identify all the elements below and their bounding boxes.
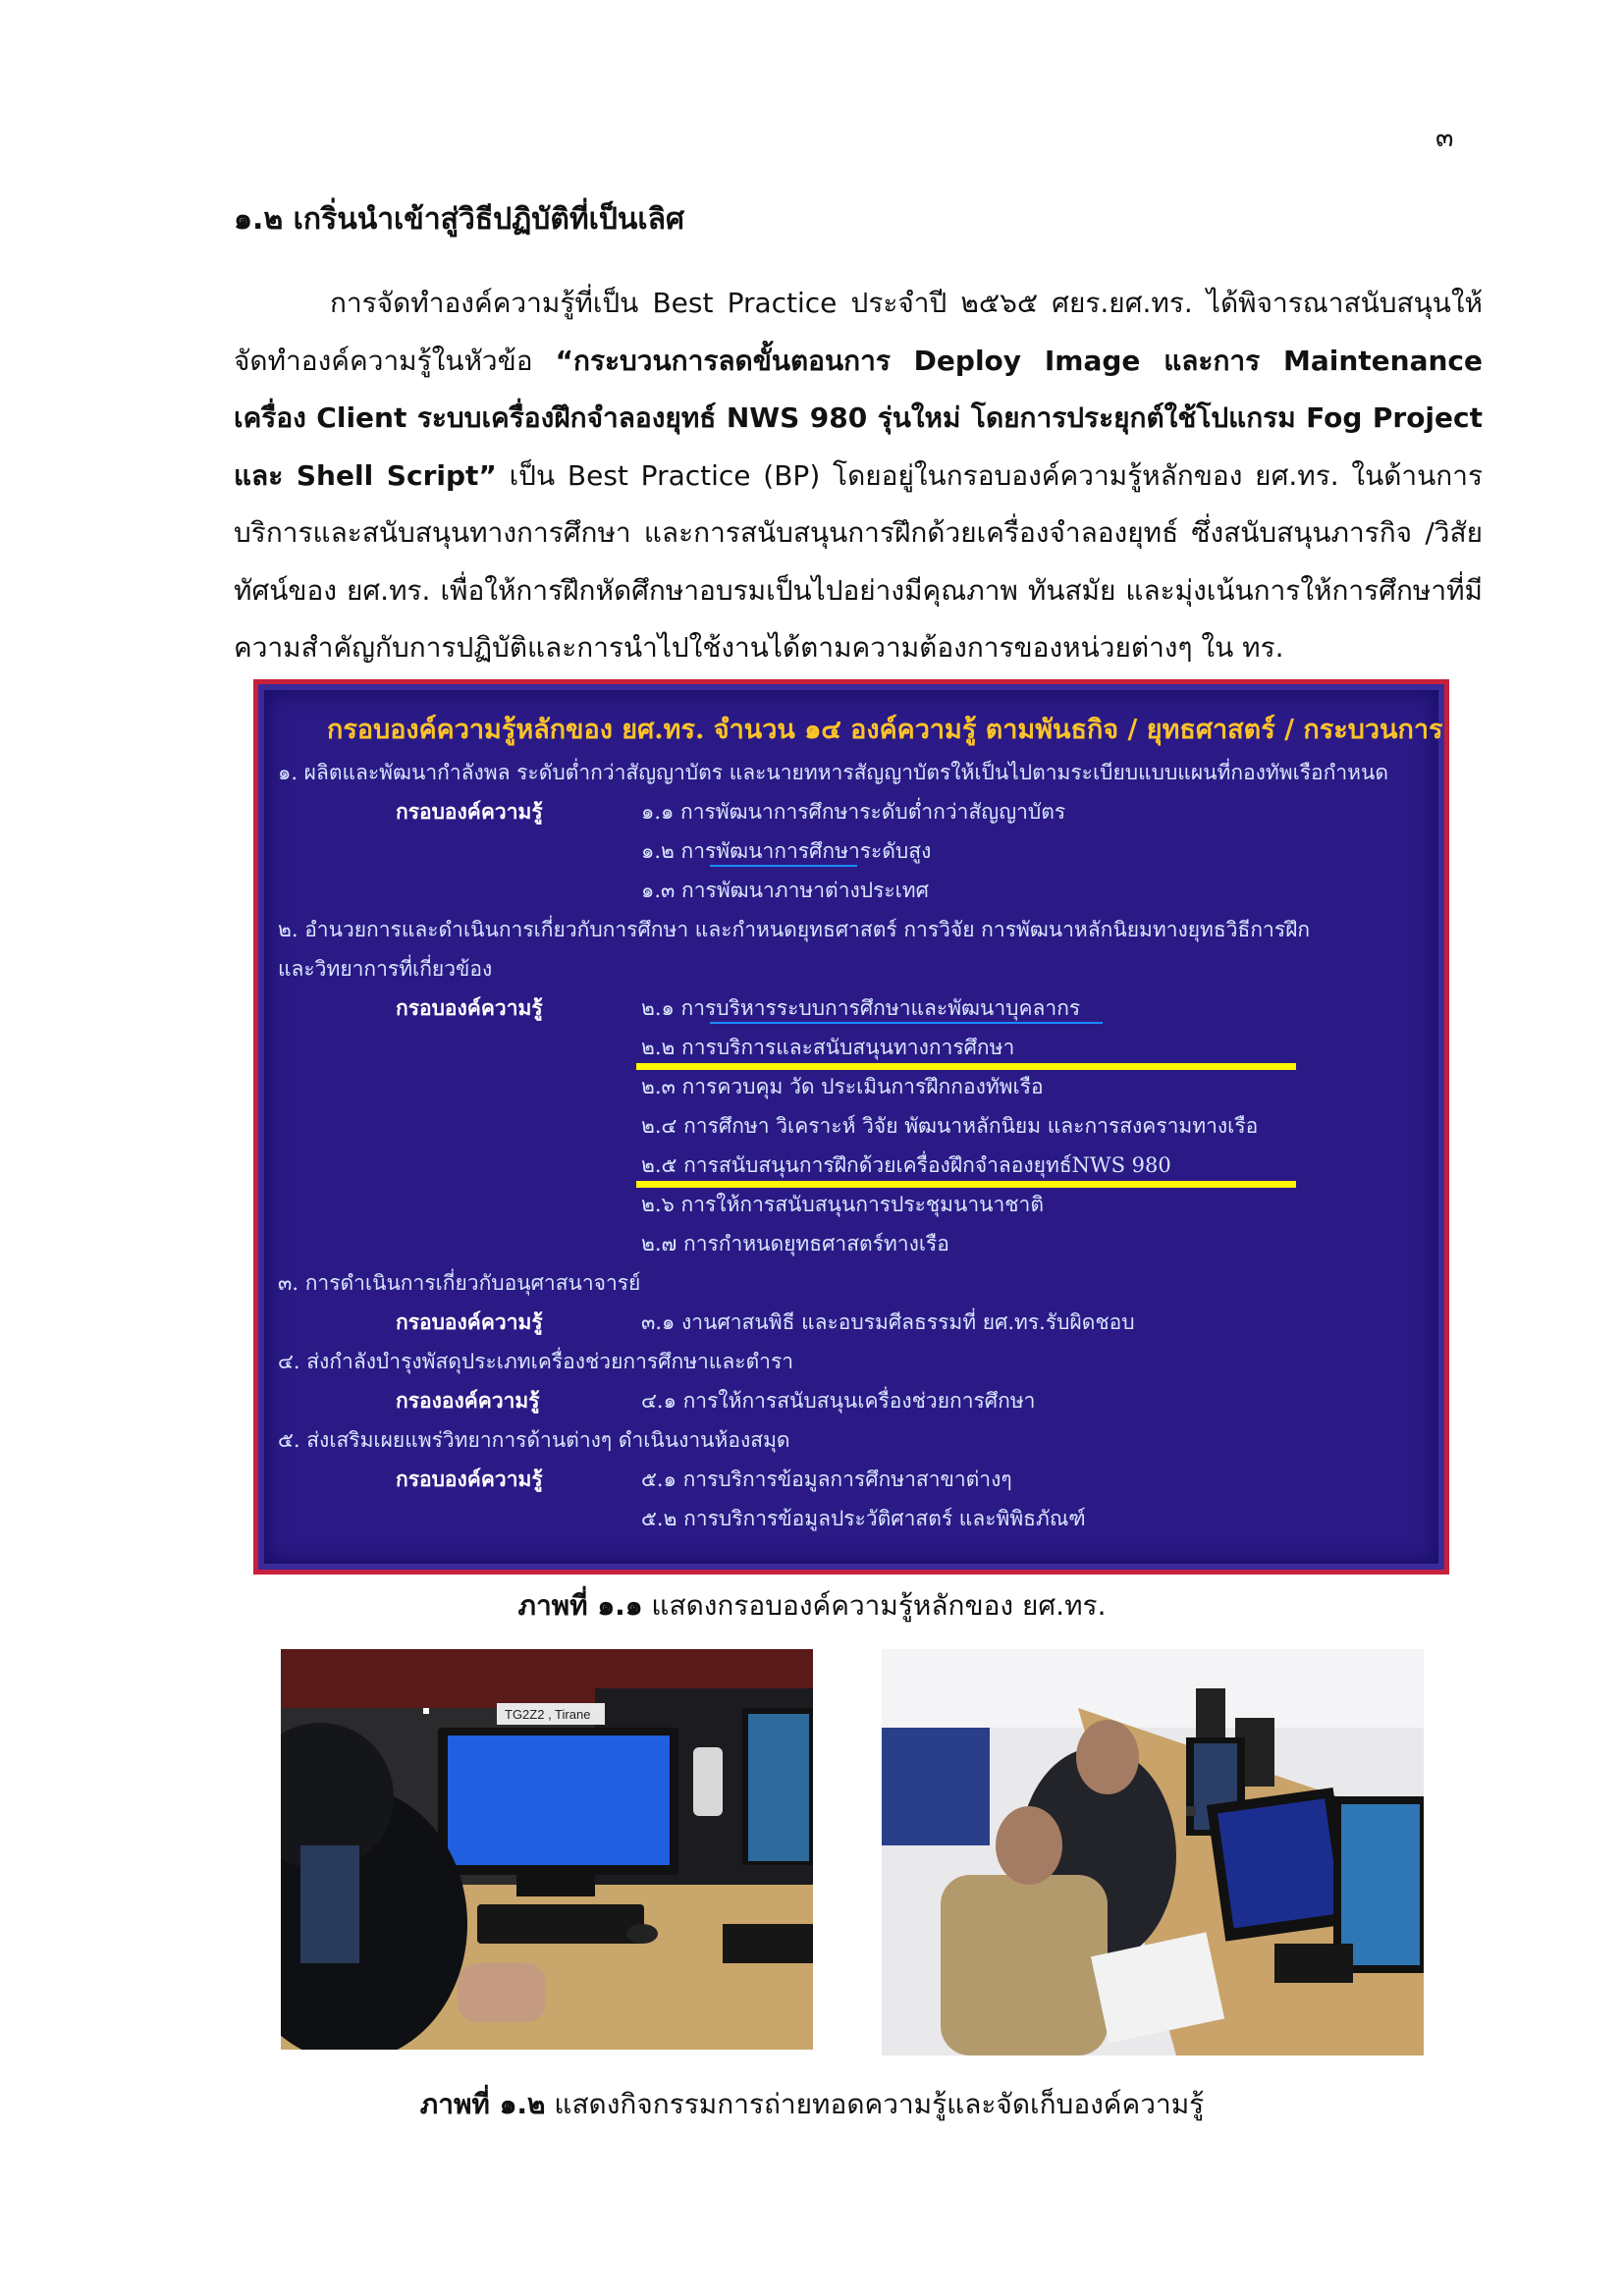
framework-line: ๑.๓ การพัฒนาภาษาต่างประเทศ — [641, 879, 929, 902]
framework-line: ๓.๑ งานศาสนพิธี และอบรมศีลธรรมที่ ยศ.ทร.รับผิดชอบ — [641, 1310, 1135, 1334]
framework-label: กรอบองค์ความรู้ — [396, 995, 543, 1020]
photo-training-right — [882, 1649, 1424, 2056]
framework-line-highlighted: ๒.๒ การบริการและสนับสนุนทางการศึกษา — [641, 1036, 1015, 1059]
figure-caption-2: ภาพที่ ๑.๒ แสดงกิจกรรมการถ่ายทอดความรู้และจัดเก็บองค์ความรู้ — [419, 2088, 1205, 2120]
framework-line: ๒.๓ การควบคุม วัด ประเมินการฝึกกองทัพเรือ — [641, 1075, 1044, 1098]
framework-line: ๒. อำนวยการและดำเนินการเกี่ยวกับการศึกษา และกำหนดยุทธศาสตร์ การวิจัย การพัฒนาหลักนิยมทางยุทธวิธีการฝึก — [278, 918, 1311, 941]
knowledge-framework-slide — [253, 679, 1449, 1575]
framework-line: ๒.๖ การให้การสนับสนุนการประชุมนานาชาติ — [641, 1193, 1044, 1216]
framework-line: ๑. ผลิตและพัฒนากำลังพล ระดับต่ำกว่าสัญญาบัตร และนายทหารสัญญาบัตรให้เป็นไปตามระเบียบแบบแผนที่กองทัพเรือกำหนด — [278, 761, 1388, 784]
framework-line: และวิทยาการที่เกี่ยวข้อง — [278, 957, 493, 981]
framework-line: ๕.๒ การบริการข้อมูลประวัติศาสตร์ และพิพิธภัณฑ์ — [641, 1507, 1086, 1530]
framework-title: กรอบองค์ความรู้หลักของ ยศ.ทร. จำนวน ๑๔ องค์ความรู้ ตามพันธกิจ / ยุทธศาสตร์ / กระบวนการ — [327, 715, 1443, 745]
highlight-bar — [636, 1181, 1296, 1188]
framework-line: ๔. ส่งกำลังบำรุงพัสดุประเภทเครื่องช่วยการศึกษาและตำรา — [278, 1350, 794, 1373]
framework-label: กรอบองค์ความรู้ — [396, 1467, 543, 1491]
framework-label: กรอบองค์ความรู้ — [396, 1309, 543, 1334]
figure-caption-1: ภาพที่ ๑.๑ แสดงกรอบองค์ความรู้หลักของ ยศ.ทร. — [517, 1589, 1107, 1622]
body-paragraph — [234, 275, 1483, 677]
framework-line: ๓. การดำเนินการเกี่ยวกับอนุศาสนาจารย์ — [278, 1271, 641, 1295]
framework-line: ๔.๑ การให้การสนับสนุนเครื่องช่วยการศึกษา — [641, 1389, 1036, 1413]
framework-line: ๒.๔ การศึกษา วิเคราะห์ วิจัย พัฒนาหลักนิยม และการสงครามทางเรือ — [641, 1114, 1259, 1138]
underline-mark — [710, 1022, 1103, 1024]
framework-line-highlighted: ๒.๕ การสนับสนุนการฝึกด้วยเครื่องฝึกจำลองยุทธ์NWS 980 — [641, 1153, 1171, 1177]
photo-training-left — [281, 1649, 813, 2050]
framework-label: กรอบองค์ความรู้ — [396, 799, 543, 824]
highlight-bar — [636, 1063, 1296, 1070]
paragraph-part-1: การจัดทำองค์ความรู้ที่เป็น Best Practice ประจำปี ๒๕๖๕ ศยร.ยศ.ทร. ได้พิจารณาสนับสนุนให้จัดทำองค์ความรู้ในหัวข้อ — [234, 287, 1483, 377]
page-number: ๓ — [1435, 123, 1454, 153]
framework-line: ๑.๑ การพัฒนาการศึกษาระดับต่ำกว่าสัญญาบัตร — [641, 800, 1066, 824]
underline-mark — [710, 865, 857, 867]
paragraph-bold-title: “กระบวนการลดขั้นตอนการ Deploy Image และการ Maintenance เครื่อง Client ระบบเครื่องฝึกจำลองยุทธ์ NWS 980 รุ่นใหม่ โดยการประยุกต์ใช้โปแกรม Fog Project และ Shell Script” — [234, 344, 1483, 492]
framework-line: ๕. ส่งเสริมเผยแพร่วิทยาการด้านต่างๆ ดำเนินงานห้องสมุด — [278, 1428, 790, 1452]
framework-line: ๕.๑ การบริการข้อมูลการศึกษาสาขาต่างๆ — [641, 1468, 1012, 1491]
framework-line: ๒.๑ การบริหารระบบการศึกษาและพัฒนาบุคลากร — [641, 996, 1081, 1020]
framework-line: ๑.๒ การพัฒนาการศึกษาระดับสูง — [641, 839, 932, 863]
monitor-label-text: TG2Z2 , Tirane — [505, 1707, 591, 1722]
framework-line: ๒.๗ การกำหนดยุทธศาสตร์ทางเรือ — [641, 1232, 949, 1255]
framework-label: กรององค์ความรู้ — [396, 1388, 540, 1413]
section-heading: ๑.๒ เกริ่นนำเข้าสู่วิธีปฏิบัติที่เป็นเลิศ — [234, 202, 685, 237]
paragraph-part-2: เป็น Best Practice (BP) โดยอยู่ในกรอบองค์ความรู้หลักของ ยศ.ทร. ในด้านการบริการและสนับสนุนทางการศึกษา และการสนับสนุนการฝึกด้วยเครื่องจำลองยุทธ์ ซึ่งสนับสนุนภารกิจ /วิสัยทัศน์ของ ยศ.ทร. เพื่อให้การฝึกหัดศึกษาอบรมเป็นไปอย่างมีคุณภาพ ทันสมัย และมุ่งเน้นการให้การศึกษาที่มีความสำคัญกับการปฏิบัติและการนำไปใช้งานได้ตามความต้องการของหน่วยต่างๆ ใน ทร. — [234, 458, 1483, 664]
